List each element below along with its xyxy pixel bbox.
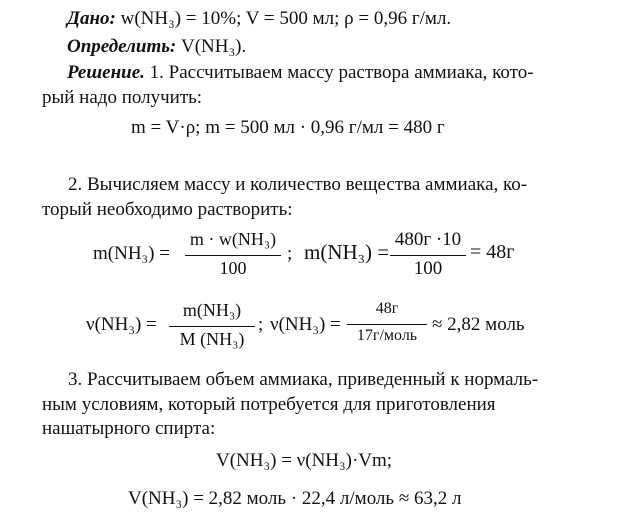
eq-v2-denominator: 17г/моль	[356, 327, 418, 344]
step2-line1: 2. Вычисляем массу и количество вещества аммиака, ко-	[68, 174, 528, 195]
solution-label: Решение.	[67, 62, 145, 83]
eq-v-left: ν(NH₃) =	[86, 314, 157, 335]
find-line	[67, 36, 246, 58]
find-label: Определить:	[67, 36, 177, 57]
step2-line-2	[42, 199, 293, 221]
step3-line-1	[68, 369, 538, 391]
step3-line2: ным условиям, который потребуется для приготовления	[42, 394, 496, 415]
eq-m2-numerator: 480г ·10	[394, 229, 462, 250]
eq-v2-left: ν(NH₃) =	[270, 314, 341, 335]
formula-4	[128, 488, 462, 510]
eq-m-fraction-bar	[185, 255, 281, 256]
step1-line2: рый надо получить:	[42, 87, 203, 108]
solution-line-2	[42, 87, 202, 109]
eq-v-numerator: m(NH₃)	[182, 300, 242, 320]
formula4-text: V(NH₃) = 2,82 моль · 22,4 л/моль ≈ 63,2 л	[128, 488, 462, 509]
step3-line-3	[42, 418, 215, 440]
step3-line3: нашатырного спирта:	[42, 418, 216, 439]
step3-line1: 3. Рассчитываем объем аммиака, приведенный к нормаль-	[68, 369, 539, 390]
eq-m2-left: m(NH₃) =	[304, 240, 390, 264]
eq-separator-1: ;	[287, 243, 293, 264]
formula-3	[216, 450, 392, 472]
eq-v-fraction-bar	[169, 326, 255, 327]
given-line-content	[67, 8, 451, 30]
eq-v-denominator: M (NH₃)	[179, 329, 245, 349]
step2-line2: торый необходимо растворить:	[42, 199, 293, 220]
step1-line1: 1. Рассчитываем массу раствора аммиака, кото-	[144, 62, 534, 83]
eq-separator-2: ;	[258, 314, 264, 335]
eq-m-denominator: 100	[219, 258, 247, 278]
given-text: w(NH₃) = 10%; V = 500 мл; ρ = 0,96 г/мл.	[115, 8, 452, 29]
eq-m2-denominator: 100	[413, 258, 443, 279]
eq-m-left: m(NH₃) =	[93, 243, 170, 264]
solution-line-1	[67, 62, 534, 84]
step2-line-1	[68, 174, 527, 196]
eq-v2-numerator: 48г	[375, 300, 399, 317]
given-label-text: Дано:	[67, 8, 116, 29]
step3-line-2	[42, 394, 496, 416]
eq-v2-fraction-bar	[347, 324, 427, 325]
eq-m-numerator: m · w(NH₃)	[189, 229, 277, 249]
eq-v2-result: ≈ 2,82 моль	[432, 314, 525, 335]
formula-1	[131, 117, 445, 139]
formula3-text: V(NH₃) = ν(NH₃)·Vm;	[216, 450, 393, 471]
eq-m2-result: = 48г	[470, 241, 515, 263]
formula1-text: m = V·ρ; m = 500 мл · 0,96 г/мл = 480 г	[131, 117, 445, 138]
find-text: V(NH₃).	[176, 36, 247, 57]
eq-m2-fraction-bar	[390, 255, 466, 256]
